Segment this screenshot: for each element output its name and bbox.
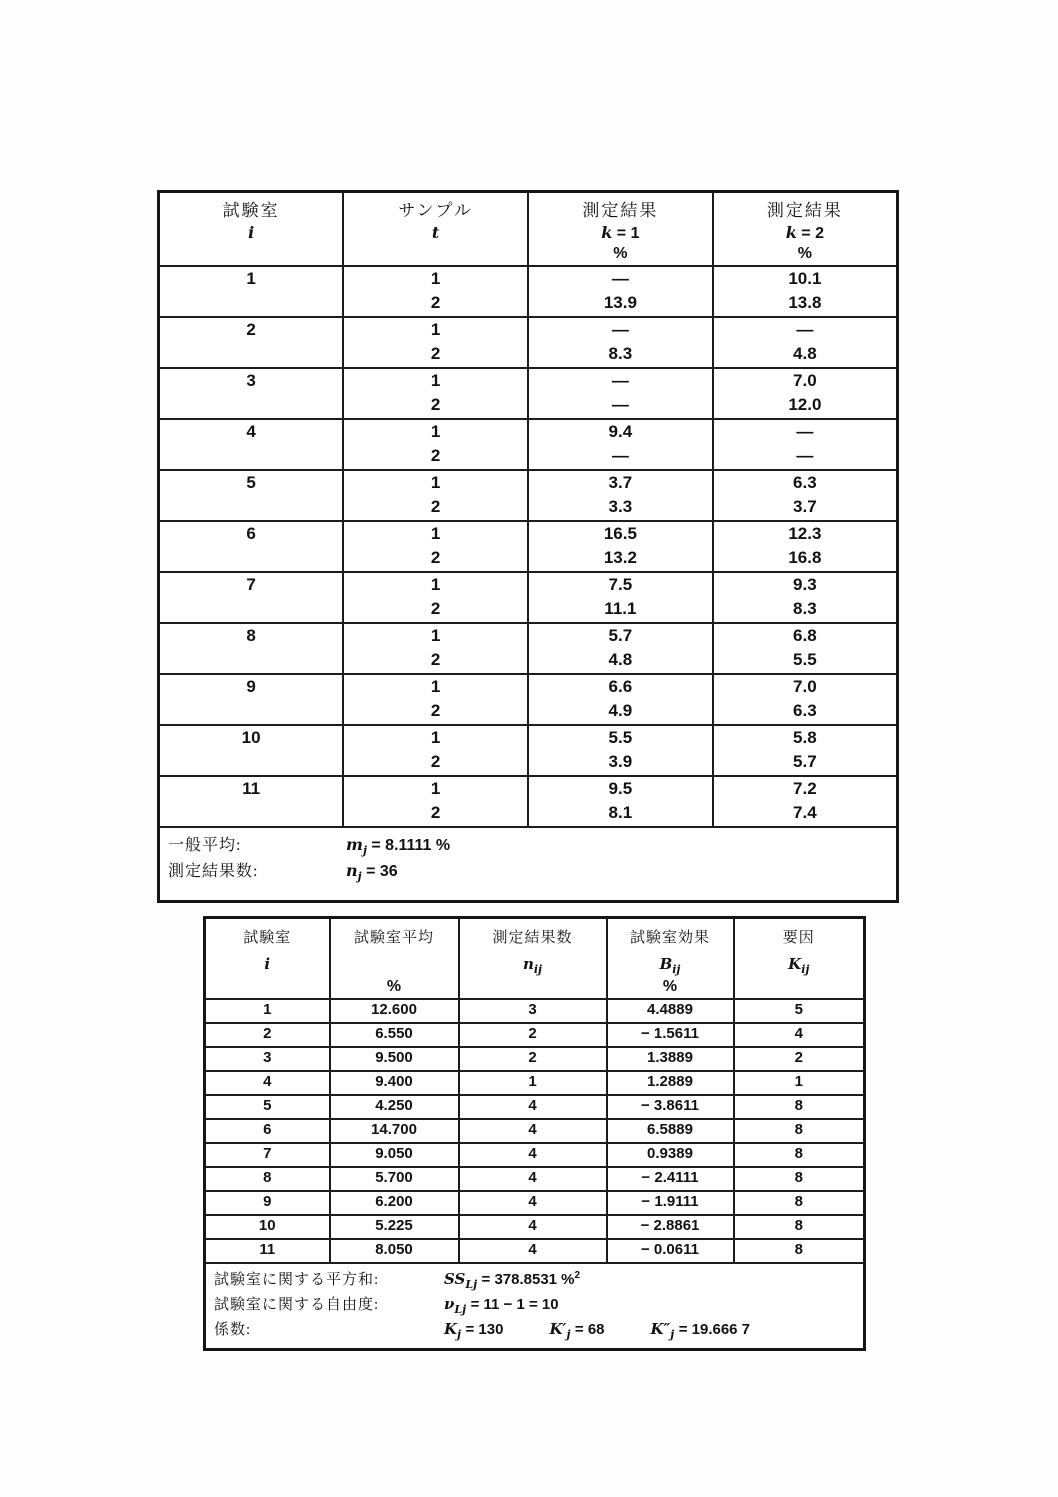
col-header-sample xyxy=(343,192,528,267)
lab-effect-cell: − 1.9111 xyxy=(607,1191,734,1215)
table-row xyxy=(159,368,898,419)
sample-cell: 1 2 xyxy=(343,776,528,827)
table-row xyxy=(205,1239,865,1263)
result-k2-cell: 6.8 5.5 xyxy=(713,623,898,674)
table-row xyxy=(159,572,898,623)
lab-number-cell: 1 xyxy=(159,266,344,317)
factor-cell: 2 xyxy=(734,1047,865,1071)
lab-mean-header-label: 試験室平均 xyxy=(353,930,434,946)
col-header-result-k2: 測定結果 k = 2 % xyxy=(713,192,898,267)
table-row xyxy=(205,1215,865,1239)
table-row xyxy=(159,266,898,317)
result-k1-cell: 7.5 11.1 xyxy=(528,572,713,623)
lab-number-cell: 8 xyxy=(205,1167,330,1191)
lab-effect-cell: 1.2889 xyxy=(607,1071,734,1095)
result-count-cell: 2 xyxy=(459,1023,607,1047)
result-count-cell: 4 xyxy=(459,1239,607,1263)
col-header-factor: 要因 $K_{ij}$ xyxy=(734,918,865,1000)
col-header-lab xyxy=(159,192,344,267)
lab-number-cell: 3 xyxy=(205,1047,330,1071)
sum-of-squares-value: $SS_{Lj} = 378.8531$ %$^2$ xyxy=(444,1270,581,1291)
result-k1-cell: — — xyxy=(528,368,713,419)
col-header-result-k1: 測定結果 k = 1 % xyxy=(528,192,713,267)
table1-footer-row xyxy=(159,827,898,902)
lab-number-cell: 1 xyxy=(205,999,330,1023)
sample-cell: 1 2 xyxy=(343,470,528,521)
table1-body xyxy=(159,266,898,827)
factor-cell: 8 xyxy=(734,1191,865,1215)
factor-cell: 8 xyxy=(734,1215,865,1239)
lab-mean-cell: 9.400 xyxy=(330,1071,459,1095)
table-row xyxy=(159,521,898,572)
lab-mean-cell: 12.600 xyxy=(330,999,459,1023)
table-row xyxy=(205,1095,865,1119)
lab-mean-cell: 6.200 xyxy=(330,1191,459,1215)
table-row xyxy=(159,725,898,776)
lab-number-cell: 8 xyxy=(159,623,344,674)
table-row xyxy=(159,470,898,521)
lab-number-cell: 6 xyxy=(205,1119,330,1143)
lab-effect-cell: 0.9389 xyxy=(607,1143,734,1167)
lab-mean-cell: 9.050 xyxy=(330,1143,459,1167)
sample-index-symbol: t xyxy=(431,223,440,242)
general-mean-value: $m_j = 8.1111$ % xyxy=(346,835,451,857)
coefficient-kj-double-prime: $K''_j = 19.666$ 7 xyxy=(650,1320,751,1341)
lab-number-cell: 9 xyxy=(159,674,344,725)
table-row xyxy=(205,1047,865,1071)
lab-effect-cell: 6.5889 xyxy=(607,1119,734,1143)
k-symbol: k xyxy=(601,223,613,242)
lab-number-cell: 10 xyxy=(205,1215,330,1239)
percent-unit: % xyxy=(386,978,402,995)
n-symbol: n xyxy=(522,955,534,973)
result-k1-cell: 5.7 4.8 xyxy=(528,623,713,674)
lab-effect-header-label: 試験室効果 xyxy=(629,930,710,946)
lab-index-symbol: i xyxy=(248,223,255,242)
degrees-of-freedom-label: 試験室に関する自由度: xyxy=(214,1297,380,1313)
k-symbol: k xyxy=(785,223,797,242)
sample-cell: 1 2 xyxy=(343,623,528,674)
table-row xyxy=(205,1119,865,1143)
lab-effect-cell: − 1.5611 xyxy=(607,1023,734,1047)
table1-header-row xyxy=(159,192,898,267)
lab-number-cell: 6 xyxy=(159,521,344,572)
col-header-lab-effect: 試験室効果 $B_{ij}$ % xyxy=(607,918,734,1000)
lab-number-cell: 11 xyxy=(205,1239,330,1263)
table-row xyxy=(159,623,898,674)
percent-unit: % xyxy=(797,245,812,262)
result-k2-cell: 12.3 16.8 xyxy=(713,521,898,572)
result-count-cell: 4 xyxy=(459,1215,607,1239)
factor-cell: 5 xyxy=(734,999,865,1023)
result-count-label: 測定結果数: xyxy=(168,863,259,880)
result-count-row xyxy=(168,860,896,886)
table-row xyxy=(159,419,898,470)
result-count-cell: 4 xyxy=(459,1167,607,1191)
result-k2-cell: — — xyxy=(713,419,898,470)
degrees-of-freedom-row xyxy=(214,1294,863,1319)
sample-cell: 1 2 xyxy=(343,572,528,623)
col-header-lab-mean xyxy=(330,918,459,1000)
sample-cell: 1 2 xyxy=(343,725,528,776)
factor-cell: 8 xyxy=(734,1239,865,1263)
table2-header-row xyxy=(205,918,865,1000)
lab-number-cell: 11 xyxy=(159,776,344,827)
result-header-label: 測定結果 xyxy=(582,201,659,220)
table-row xyxy=(205,999,865,1023)
result-k1-cell: 5.5 3.9 xyxy=(528,725,713,776)
sample-cell: 1 2 xyxy=(343,368,528,419)
table-row xyxy=(205,1191,865,1215)
result-k1-cell: 9.5 8.1 xyxy=(528,776,713,827)
lab-number-cell: 7 xyxy=(159,572,344,623)
lab-number-cell: 4 xyxy=(205,1071,330,1095)
lab-effect-cell: 4.4889 xyxy=(607,999,734,1023)
result-k2-cell: — 4.8 xyxy=(713,317,898,368)
lab-effect-cell: − 3.8611 xyxy=(607,1095,734,1119)
lab-mean-cell: 5.225 xyxy=(330,1215,459,1239)
lab-mean-cell: 8.050 xyxy=(330,1239,459,1263)
result-k2-cell: 7.2 7.4 xyxy=(713,776,898,827)
coefficient-kj-prime: $K'_j = 68$ xyxy=(549,1320,605,1341)
percent-unit: % xyxy=(662,978,678,995)
factor-cell: 8 xyxy=(734,1143,865,1167)
general-mean-label: 一般平均: xyxy=(168,837,242,854)
result-k1-cell: 9.4 — xyxy=(528,419,713,470)
table2-footer-row xyxy=(205,1263,865,1350)
result-count-cell: 4 xyxy=(459,1095,607,1119)
lab-effects-table xyxy=(203,916,866,1351)
lab-effect-cell: − 0.0611 xyxy=(607,1239,734,1263)
coefficients-label: 係数: xyxy=(214,1322,252,1338)
table-row xyxy=(205,1143,865,1167)
result-count-header-label: 測定結果数 xyxy=(492,930,573,946)
factor-cell: 1 xyxy=(734,1071,865,1095)
result-k2-cell: 9.3 8.3 xyxy=(713,572,898,623)
lab-number-cell: 5 xyxy=(205,1095,330,1119)
lab-mean-cell: 5.700 xyxy=(330,1167,459,1191)
table-row xyxy=(159,776,898,827)
result-header-label: 測定結果 xyxy=(766,201,843,220)
result-k1-cell: 3.7 3.3 xyxy=(528,470,713,521)
lab-effect-cell: − 2.4111 xyxy=(607,1167,734,1191)
result-count-cell: 2 xyxy=(459,1047,607,1071)
table-row xyxy=(159,674,898,725)
coefficient-kj: $K_j = 130$ xyxy=(444,1320,504,1341)
result-count-cell: 4 xyxy=(459,1119,607,1143)
lab-mean-cell: 6.550 xyxy=(330,1023,459,1047)
result-k1-cell: 6.6 4.9 xyxy=(528,674,713,725)
result-k1-cell: — 8.3 xyxy=(528,317,713,368)
result-k1-cell: 16.5 13.2 xyxy=(528,521,713,572)
lab-number-cell: 7 xyxy=(205,1143,330,1167)
lab-header-label: 試験室 xyxy=(243,930,292,946)
result-k1-cell: — 13.9 xyxy=(528,266,713,317)
table2-body xyxy=(205,999,865,1263)
B-symbol: B xyxy=(659,955,673,973)
col-header-result-count: 測定結果数 $n_{ij}$ xyxy=(459,918,607,1000)
sample-header-label: サンプル xyxy=(398,201,473,220)
result-count-cell: 1 xyxy=(459,1071,607,1095)
coefficients-row xyxy=(214,1319,863,1344)
factor-header-label: 要因 xyxy=(782,930,815,946)
result-count-cell: 3 xyxy=(459,999,607,1023)
lab-number-cell: 9 xyxy=(205,1191,330,1215)
lab-number-cell: 3 xyxy=(159,368,344,419)
sample-cell: 1 2 xyxy=(343,266,528,317)
sample-cell: 1 2 xyxy=(343,521,528,572)
lab-number-cell: 4 xyxy=(159,419,344,470)
result-count-cell: 4 xyxy=(459,1191,607,1215)
lab-index-symbol: i xyxy=(264,955,271,973)
factor-cell: 8 xyxy=(734,1095,865,1119)
col-header-lab xyxy=(205,918,330,1000)
sample-cell: 1 2 xyxy=(343,674,528,725)
factor-cell: 4 xyxy=(734,1023,865,1047)
result-count-cell: 4 xyxy=(459,1143,607,1167)
lab-effect-cell: 1.3889 xyxy=(607,1047,734,1071)
table-row xyxy=(205,1071,865,1095)
percent-unit: % xyxy=(613,245,628,262)
sample-cell: 1 2 xyxy=(343,317,528,368)
sum-of-squares-label: 試験室に関する平方和: xyxy=(214,1272,380,1288)
result-k2-cell: 5.8 5.7 xyxy=(713,725,898,776)
lab-mean-cell: 4.250 xyxy=(330,1095,459,1119)
factor-cell: 8 xyxy=(734,1167,865,1191)
general-mean-row xyxy=(168,834,896,860)
table-row xyxy=(159,317,898,368)
K-symbol: K xyxy=(788,955,802,973)
lab-number-cell: 5 xyxy=(159,470,344,521)
result-count-value: $n_j = 36$ xyxy=(346,861,398,883)
degrees-of-freedom-value: $\nu_{Lj} = 11 - 1 = 10$ xyxy=(444,1295,559,1316)
table-row xyxy=(205,1023,865,1047)
table-row xyxy=(205,1167,865,1191)
sum-of-squares-row xyxy=(214,1269,863,1294)
result-k2-cell: 7.0 12.0 xyxy=(713,368,898,419)
result-k2-cell: 6.3 3.7 xyxy=(713,470,898,521)
lab-number-cell: 2 xyxy=(205,1023,330,1047)
lab-mean-cell: 14.700 xyxy=(330,1119,459,1143)
result-k2-cell: 7.0 6.3 xyxy=(713,674,898,725)
lab-effect-cell: − 2.8861 xyxy=(607,1215,734,1239)
lab-number-cell: 2 xyxy=(159,317,344,368)
result-k2-cell: 10.1 13.8 xyxy=(713,266,898,317)
lab-header-label: 試験室 xyxy=(222,201,280,220)
lab-mean-cell: 9.500 xyxy=(330,1047,459,1071)
measurement-results-table xyxy=(157,190,899,903)
factor-cell: 8 xyxy=(734,1119,865,1143)
lab-number-cell: 10 xyxy=(159,725,344,776)
sample-cell: 1 2 xyxy=(343,419,528,470)
